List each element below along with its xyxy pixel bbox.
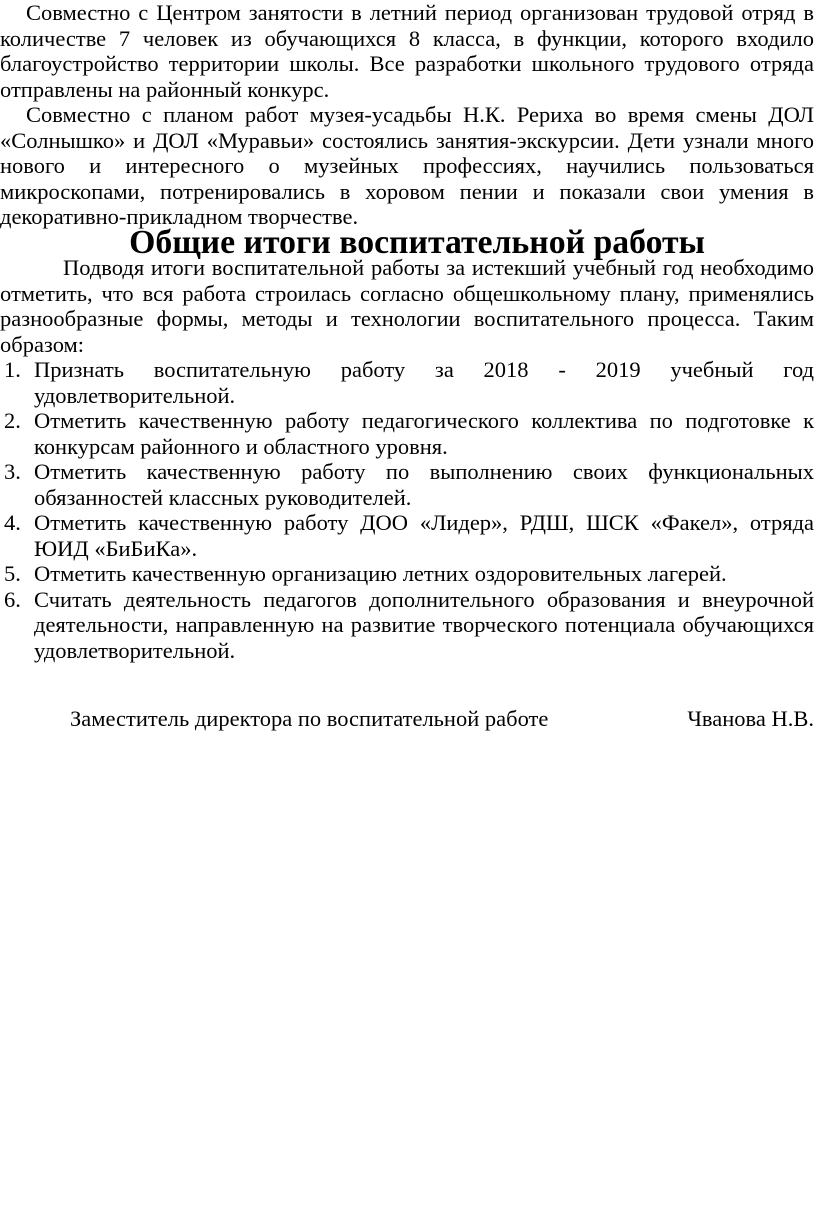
list-item-text: Отметить качественную работу ДОО «Лидер», РДШ, ШСК «Факел», отряда ЮИД «БиБиКа». (34, 510, 814, 561)
list-item-number: 5. (4, 561, 21, 586)
signatory-name: Чванова Н.В. (687, 706, 814, 731)
list-item (0, 459, 814, 510)
list-item (0, 357, 814, 408)
list-item (0, 587, 814, 664)
list-item-text: Отметить качественную организацию летних оздоровительных лагерей. (34, 561, 727, 586)
list-item-text: Отметить качественную работу по выполнению своих функциональных обязанностей классных руководителей. (34, 459, 814, 510)
list-item (0, 561, 814, 587)
list-item-text: Признать воспитательную работу за 2018 - 2019 учебный год удовлетворительной. (34, 357, 814, 408)
signatory-position: Заместитель директора по воспитательной работе (70, 706, 549, 731)
list-item-number: 3. (4, 459, 21, 484)
list-item-text: Считать деятельность педагогов дополнительного образования и внеурочной деятельности, направленную на развитие творческого потенциала обучающихся удовлетворительной. (34, 586, 814, 663)
section-intro: Подводя итоги воспитательной работы за истекший учебный год необходимо отметить, что вся работа строилась согласно общешкольному плану, применялись разнообразные формы, методы и технологии воспитательного процесса. Таким образом: (0, 255, 814, 357)
list-item (0, 510, 814, 561)
section-heading: Общие итоги воспитательной работы (129, 223, 705, 261)
list-item-number: 4. (4, 510, 21, 535)
list-item-number: 6. (4, 586, 21, 612)
list-item-number: 1. (4, 357, 21, 382)
list-item-number: 2. (4, 408, 21, 433)
paragraph-museum-excursions: Совместно с планом работ музея-усадьбы Н.К. Рериха во время смены ДОЛ «Солнышко» и ДОЛ «Муравьи» состоялись занятия-экскурсии. Дети узнали много нового и интересного о музейных профессиях, научились пользоваться микроскопами, потренировались в хоровом пении и показали свои умения в декоративно-прикладном творчестве. (0, 102, 814, 229)
conclusions-list (0, 357, 814, 663)
list-item-text: Отметить качественную работу педагогического коллектива по подготовке к конкурсам районного и областного уровня. (34, 408, 814, 459)
signature-line (0, 706, 814, 732)
list-item (0, 408, 814, 459)
paragraph-labor-team: Совместно с Центром занятости в летний период организован трудовой отряд в количестве 7 человек из обучающихся 8 класса, в функции, которого входило благоустройство территории школы. Все разработки школьного трудового отряда отправлены на районный конкурс. (0, 0, 814, 102)
